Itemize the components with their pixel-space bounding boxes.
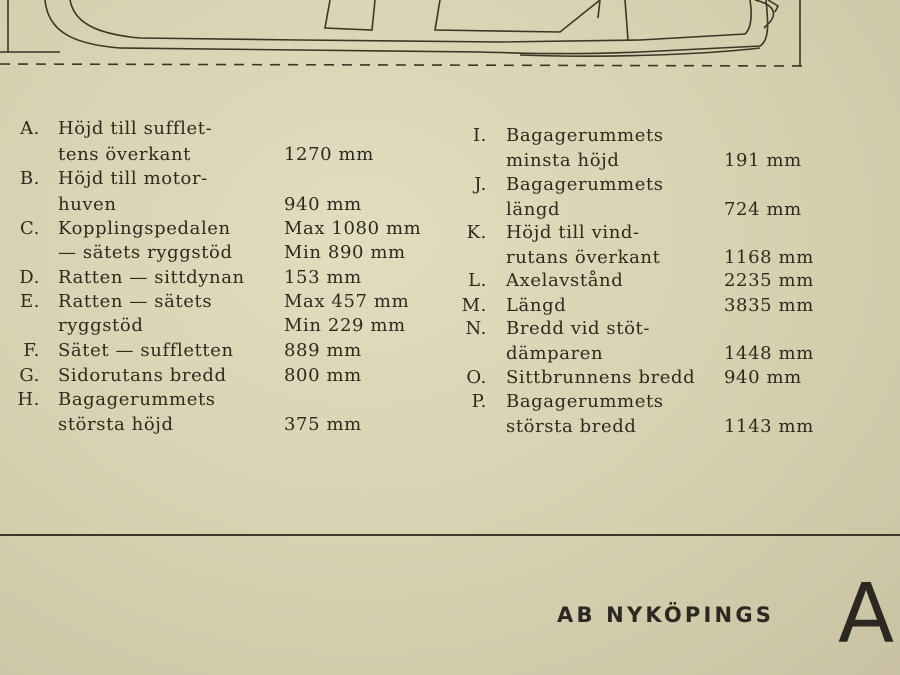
- spec-value: 153 mm: [284, 267, 362, 288]
- spec-letter: N.: [465, 318, 487, 339]
- spec-value: Max 1080 mm: [284, 218, 422, 239]
- spec-desc: minsta höjd: [506, 150, 620, 171]
- spec-desc: — sätets ryggstöd: [58, 242, 233, 263]
- spec-desc: Ratten — sittdynan: [58, 267, 245, 288]
- spec-desc: ryggstöd: [58, 315, 144, 336]
- spec-letter: J.: [474, 174, 487, 195]
- spec-desc: Sittbrunnens bredd: [506, 367, 696, 388]
- spec-letter: D.: [19, 267, 40, 288]
- spec-value: 889 mm: [284, 340, 362, 361]
- spec-letter: G.: [19, 365, 40, 386]
- spec-desc: Kopplingspedalen: [58, 218, 231, 239]
- spec-desc: Bagagerummets: [506, 174, 664, 195]
- spec-desc: rutans överkant: [506, 247, 661, 268]
- spec-value: 3835 mm: [724, 295, 814, 316]
- spec-desc: Höjd till motor-: [58, 168, 208, 189]
- spec-desc: Axelavstånd: [506, 270, 624, 291]
- spec-letter: F.: [23, 340, 40, 361]
- spec-value: 191 mm: [724, 150, 802, 171]
- spec-desc: Sidorutans bredd: [58, 365, 227, 386]
- spec-value: 1448 mm: [724, 343, 814, 364]
- spec-desc: huven: [58, 194, 117, 215]
- spec-value: 1270 mm: [284, 144, 374, 165]
- spec-value: 940 mm: [284, 194, 362, 215]
- spec-desc: Ratten — sätets: [58, 291, 213, 312]
- spec-desc: tens överkant: [58, 144, 191, 165]
- spec-value: 1168 mm: [724, 247, 814, 268]
- car-technical-drawing: [0, 0, 900, 80]
- spec-value: Max 457 mm: [284, 291, 410, 312]
- spec-desc: Höjd till sufflet-: [58, 118, 213, 139]
- spec-desc: största höjd: [58, 414, 174, 435]
- spec-letter: C.: [19, 218, 40, 239]
- spec-letter: P.: [471, 391, 487, 412]
- spec-letter: K.: [466, 222, 487, 243]
- spec-desc: dämparen: [506, 343, 604, 364]
- spec-desc: Bagagerummets: [506, 125, 664, 146]
- spec-value: Min 890 mm: [284, 242, 406, 263]
- spec-desc: längd: [506, 199, 561, 220]
- spec-value: 724 mm: [724, 199, 802, 220]
- company-name-cut-letter: A: [838, 574, 895, 656]
- spec-desc: Bagagerummets: [58, 389, 216, 410]
- company-name: AB NYKÖPINGS: [557, 603, 775, 627]
- spec-value: 1143 mm: [724, 416, 814, 437]
- spec-desc: Bredd vid stöt-: [506, 318, 651, 339]
- spec-letter: O.: [466, 367, 487, 388]
- spec-value: 800 mm: [284, 365, 362, 386]
- spec-letter: E.: [19, 291, 40, 312]
- spec-letter: A.: [20, 118, 40, 139]
- spec-desc: största bredd: [506, 416, 637, 437]
- spec-desc: Bagagerummets: [506, 391, 664, 412]
- spec-value: 375 mm: [284, 414, 362, 435]
- spec-value: 940 mm: [724, 367, 802, 388]
- spec-letter: L.: [468, 270, 487, 291]
- spec-letter: I.: [472, 125, 487, 146]
- spec-value: Min 229 mm: [284, 315, 406, 336]
- spec-desc: Sätet — suffletten: [58, 340, 234, 361]
- spec-value: 2235 mm: [724, 270, 814, 291]
- spec-letter: H.: [17, 389, 40, 410]
- spec-letter: B.: [19, 168, 40, 189]
- spec-letter: M.: [461, 295, 487, 316]
- spec-desc: Höjd till vind-: [506, 222, 640, 243]
- spec-desc: Längd: [506, 295, 567, 316]
- horizontal-rule: [0, 534, 900, 536]
